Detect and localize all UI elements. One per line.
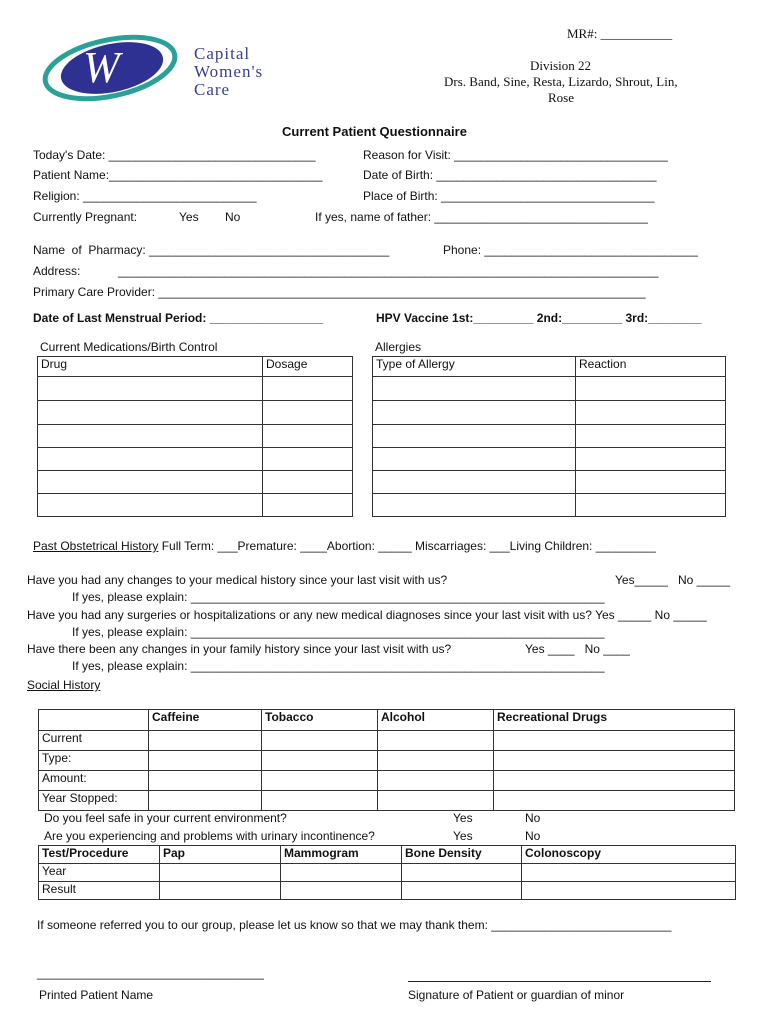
religion-field[interactable]: Religion: __________________________	[33, 189, 257, 203]
reaction-cell[interactable]	[576, 425, 726, 448]
obstetric-history-row[interactable]	[33, 539, 656, 553]
question-surgeries[interactable]: Have you had any surgeries or hospitalizations or any new medical diagnoses since your last visit with us? Yes _____ No _____	[27, 608, 707, 622]
reaction-cell[interactable]	[576, 377, 726, 401]
printed-name-line[interactable]: __________________________________	[37, 966, 264, 980]
medication-cell[interactable]	[38, 425, 263, 448]
social-header-recreational-drugs: Recreational Drugs	[494, 710, 735, 731]
page-title: Current Patient Questionnaire	[282, 124, 467, 139]
lmp-field[interactable]: Date of Last Menstrual Period: _________________	[33, 311, 324, 325]
currently-pregnant-label: Currently Pregnant:	[33, 210, 138, 224]
medication-cell[interactable]	[38, 448, 263, 471]
incontinence-question: Are you experiencing and problems with urinary incontinence?	[44, 829, 375, 843]
question-surgeries-explain[interactable]: If yes, please explain: ______________________________________________________________	[72, 625, 605, 639]
social-row-label: Year Stopped:	[39, 791, 149, 811]
social-cell[interactable]	[494, 791, 735, 811]
social-row-label: Type:	[39, 751, 149, 771]
allergies-col-type: Type of Allergy	[373, 357, 576, 377]
obstetric-history-label: Past Obstetrical History	[33, 539, 159, 553]
social-cell[interactable]	[149, 751, 262, 771]
social-cell[interactable]	[494, 771, 735, 791]
question-family-history-yesno[interactable]: Yes ____ No ____	[525, 642, 630, 656]
logo-line-1: Capital	[194, 44, 251, 63]
patient-name-field[interactable]: Patient Name:________________________________	[33, 168, 323, 182]
allergy-cell[interactable]	[373, 494, 576, 517]
social-header-caffeine: Caffeine	[149, 710, 262, 731]
mr-number-field[interactable]: MR#: ___________	[567, 26, 673, 41]
primary-care-field[interactable]: Primary Care Provider: _________________________________________________________________________	[33, 285, 646, 299]
tests-cell[interactable]	[522, 882, 736, 900]
reaction-cell[interactable]	[576, 471, 726, 494]
logo-line-2: Women's	[194, 62, 264, 81]
tests-header-procedure: Test/Procedure	[39, 846, 160, 864]
doctors-line-2: Rose	[548, 90, 574, 105]
medication-cell[interactable]	[38, 494, 263, 517]
reaction-cell[interactable]	[576, 448, 726, 471]
allergy-cell[interactable]	[373, 425, 576, 448]
division-label: Division 22	[530, 58, 592, 73]
dosage-cell[interactable]	[263, 471, 353, 494]
dosage-cell[interactable]	[263, 448, 353, 471]
tests-header-bone-density: Bone Density	[402, 846, 522, 864]
dosage-cell[interactable]	[263, 494, 353, 517]
social-cell[interactable]	[378, 731, 494, 751]
social-row-label: Current	[39, 731, 149, 751]
reaction-cell[interactable]	[576, 494, 726, 517]
social-cell[interactable]	[378, 771, 494, 791]
reason-for-visit-field[interactable]: Reason for Visit: ________________________________	[363, 148, 668, 162]
pregnant-yes-option[interactable]: Yes	[179, 210, 199, 224]
tests-cell[interactable]	[402, 864, 522, 882]
allergy-cell[interactable]	[373, 471, 576, 494]
printed-name-label: Printed Patient Name	[39, 988, 154, 1002]
social-row-label: Amount:	[39, 771, 149, 791]
tests-row-label: Result	[39, 882, 160, 900]
tests-header-colonoscopy: Colonoscopy	[522, 846, 736, 864]
incontinence-no[interactable]: No	[525, 829, 541, 843]
tests-cell[interactable]	[160, 864, 281, 882]
medication-cell[interactable]	[38, 471, 263, 494]
hpv-vaccine-field[interactable]: HPV Vaccine 1st:_________ 2nd:_________ 3rd:________	[376, 311, 702, 325]
logo-line-3: Care	[194, 80, 231, 99]
social-header-tobacco: Tobacco	[262, 710, 378, 731]
referral-field[interactable]: If someone referred you to our group, please let us know so that we may thank them: ___________________________	[37, 918, 672, 932]
medications-col-drug: Drug	[38, 357, 263, 377]
signature-label: Signature of Patient or guardian of minor	[408, 988, 625, 1002]
social-cell[interactable]	[494, 751, 735, 771]
allergy-cell[interactable]	[373, 448, 576, 471]
tests-row-label: Year	[39, 864, 160, 882]
allergies-title: Allergies	[375, 340, 422, 354]
medication-cell[interactable]	[38, 401, 263, 425]
question-family-history: Have there been any changes in your family history since your last visit with us?	[27, 642, 452, 656]
social-cell[interactable]	[262, 751, 378, 771]
medications-table	[37, 356, 353, 517]
social-cell[interactable]	[262, 731, 378, 751]
reaction-cell[interactable]	[576, 401, 726, 425]
safe-environment-question: Do you feel safe in your current environment?	[44, 811, 287, 825]
tests-cell[interactable]	[402, 882, 522, 900]
father-name-field[interactable]: If yes, name of father: ________________________________	[315, 210, 648, 224]
tests-cell[interactable]	[281, 882, 402, 900]
social-history-table	[38, 709, 735, 811]
question-family-history-explain[interactable]: If yes, please explain: ______________________________________________________________	[72, 659, 605, 673]
allergy-cell[interactable]	[373, 377, 576, 401]
obstetric-history-fields[interactable]: Full Term: ___Premature: ____Abortion: _____ Miscarriages: ___Living Children: _________	[158, 539, 656, 553]
social-cell[interactable]	[149, 791, 262, 811]
address-label: Address:	[33, 264, 81, 278]
allergies-table	[372, 356, 726, 517]
social-cell[interactable]	[149, 731, 262, 751]
tests-table	[38, 845, 736, 900]
social-cell[interactable]	[262, 771, 378, 791]
allergies-col-reaction: Reaction	[576, 357, 726, 377]
medication-cell[interactable]	[38, 377, 263, 401]
tests-header-mammogram: Mammogram	[281, 846, 402, 864]
dosage-cell[interactable]	[263, 425, 353, 448]
dosage-cell[interactable]	[263, 401, 353, 425]
question-medical-history: Have you had any changes to your medical history since your last visit with us?	[27, 573, 448, 587]
pregnant-no-option[interactable]: No	[225, 210, 241, 224]
pharmacy-field[interactable]: Name of Pharmacy: ____________________________________	[33, 243, 390, 257]
place-of-birth-field[interactable]: Place of Birth: ________________________________	[363, 189, 655, 203]
medications-col-dosage: Dosage	[263, 357, 353, 377]
doctors-line-1: Drs. Band, Sine, Resta, Lizardo, Shrout, Lin,	[444, 74, 678, 89]
social-cell[interactable]	[378, 791, 494, 811]
address-field[interactable]: _________________________________________________________________________________	[118, 264, 659, 278]
dosage-cell[interactable]	[263, 377, 353, 401]
medications-title: Current Medications/Birth Control	[40, 340, 218, 354]
safe-environment-no[interactable]: No	[525, 811, 541, 825]
social-header-blank	[39, 710, 149, 731]
svg-text:W: W	[83, 43, 120, 92]
logo	[38, 30, 188, 110]
social-cell[interactable]	[494, 731, 735, 751]
social-cell[interactable]	[149, 771, 262, 791]
tests-header-pap: Pap	[160, 846, 281, 864]
phone-field[interactable]: Phone: ________________________________	[443, 243, 698, 257]
tests-cell[interactable]	[160, 882, 281, 900]
date-of-birth-field[interactable]: Date of Birth: _________________________________	[363, 168, 657, 182]
allergy-cell[interactable]	[373, 401, 576, 425]
logo-mark-icon	[38, 30, 188, 110]
tests-cell[interactable]	[522, 864, 736, 882]
social-cell[interactable]	[262, 791, 378, 811]
question-medical-history-explain[interactable]: If yes, please explain: ______________________________________________________________	[72, 590, 605, 604]
tests-cell[interactable]	[281, 864, 402, 882]
social-cell[interactable]	[378, 751, 494, 771]
signature-line[interactable]	[408, 981, 711, 982]
social-header-alcohol: Alcohol	[378, 710, 494, 731]
incontinence-yes[interactable]: Yes	[453, 829, 473, 843]
question-medical-history-yesno[interactable]: Yes_____ No _____	[615, 573, 730, 587]
social-history-label: Social History	[27, 678, 101, 692]
safe-environment-yes[interactable]: Yes	[453, 811, 473, 825]
todays-date-field[interactable]: Today's Date: _______________________________	[33, 148, 316, 162]
